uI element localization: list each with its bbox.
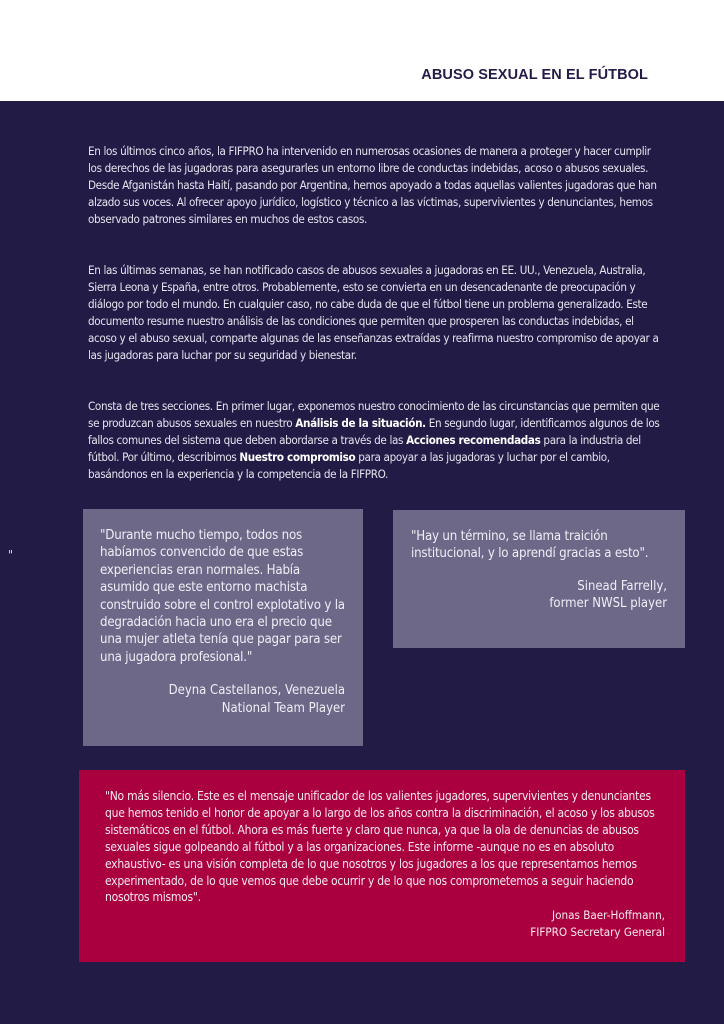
quote-attribution (100, 682, 347, 717)
quote-box-farrelly (393, 510, 685, 648)
intro-paragraph-3 (88, 398, 660, 483)
text-segment: para la industria del fútbol. Por último, describimos (88, 433, 641, 464)
text-segment: para apoyar a las jugadoras y luchar por el cambio, basándonos en la experiencia y la competencia de la FIFPRO. (88, 450, 610, 481)
quote-text: "No más silencio. Este es el mensaje unificador de los valientes jugadores, supervivientes y denunciantes que hemos tenido el honor de apoyar a lo largo de los años contra la discriminación, el acoso y los abusos sistemáticos en el fútbol. Ahora es más fuerte y claro que nunca, ya que la ola de denuncias de abusos sexuales sigue golpeando al fútbol y a las organizaciones. Este informe -aunque no es en absoluto exhaustivo- es una visión completa de lo que nosotros y los jugadores a los que representamos hemos experimentado, de lo que vemos que debe ocurrir y de lo que nos comprometemos a seguir haciendo nosotros mismos". (105, 789, 655, 905)
quote-attribution (411, 578, 669, 613)
quote-author: Sinead Farrelly, (577, 578, 667, 594)
bold-compromiso: Nuestro compromiso (239, 450, 356, 464)
quote-box-baer-hoffmann (79, 770, 685, 962)
bold-analisis: Análisis de la situación. (295, 416, 426, 430)
quote-role: National Team Player (221, 700, 345, 716)
bold-acciones: Acciones recomendadas (406, 433, 541, 447)
quote-author: Deyna Castellanos, Venezuela (168, 683, 345, 699)
page-header (0, 0, 724, 101)
quote-box-castellanos (83, 509, 363, 746)
quote-text: "Durante mucho tiempo, todos nos habíamos convencido de que estas experiencias eran normales. Había asumido que este entorno machista construido sobre el control explotativo y la degradación hacia uno era el precio que una mujer atleta tenía que pagar para ser una jugadora profesional." (100, 528, 345, 665)
quote-text: "Hay un término, se llama traición institucional, y lo aprendí gracias a esto". (411, 529, 649, 562)
quote-author: Jonas Baer-Hoffmann, (552, 908, 665, 923)
quote-mark: " (8, 548, 13, 562)
text-segment: En segundo lugar, identificamos algunos de los fallos comunes del sistema que deben abordarse a través de las (88, 416, 660, 447)
intro-paragraph-1: En los últimos cinco años, la FIFPRO ha intervenido en numerosas ocasiones de manera a proteger y hacer cumplir los derechos de las jugadoras para asegurarles un entorno libre de conductas indebidas, acoso o abusos sexuales. Desde Afganistán hasta Haití, pasando por Argentina, hemos apoyado a todas aquellas valientes jugadoras que han alzado sus voces. Al ofrecer apoyo jurídico, logístico y técnico a las víctimas, supervivientes y denunciantes, hemos observado patrones similares en muchos de estos casos. (88, 144, 657, 226)
intro-paragraph-2: En las últimas semanas, se han notificado casos de abusos sexuales a jugadoras en EE. UU., Venezuela, Australia, Sierra Leona y España, entre otros. Probablemente, esto se convierta en un desencadenante de preocupación y diálogo por todo el mundo. En cualquier caso, no cabe duda de que el fútbol tiene un problema generalizado. Este documento resume nuestro análisis de las condiciones que permiten que prosperen las conductas indebidas, el acoso y el abuso sexual, comparte algunas de las enseñanzas extraídas y reafirma nuestro compromiso de apoyar a las jugadoras para luchar por su seguridad y bienestar. (88, 263, 659, 362)
quote-role: FIFPRO Secretary General (530, 925, 665, 940)
quote-attribution (105, 907, 665, 941)
page-title: ABUSO SEXUAL EN EL FÚTBOL (421, 67, 648, 83)
quote-role: former NWSL player (549, 596, 667, 612)
text-segment: Consta de tres secciones. En primer lugar, exponemos nuestro conocimiento de las circunstancias que permiten que se produzcan abusos sexuales en nuestro (88, 399, 660, 430)
